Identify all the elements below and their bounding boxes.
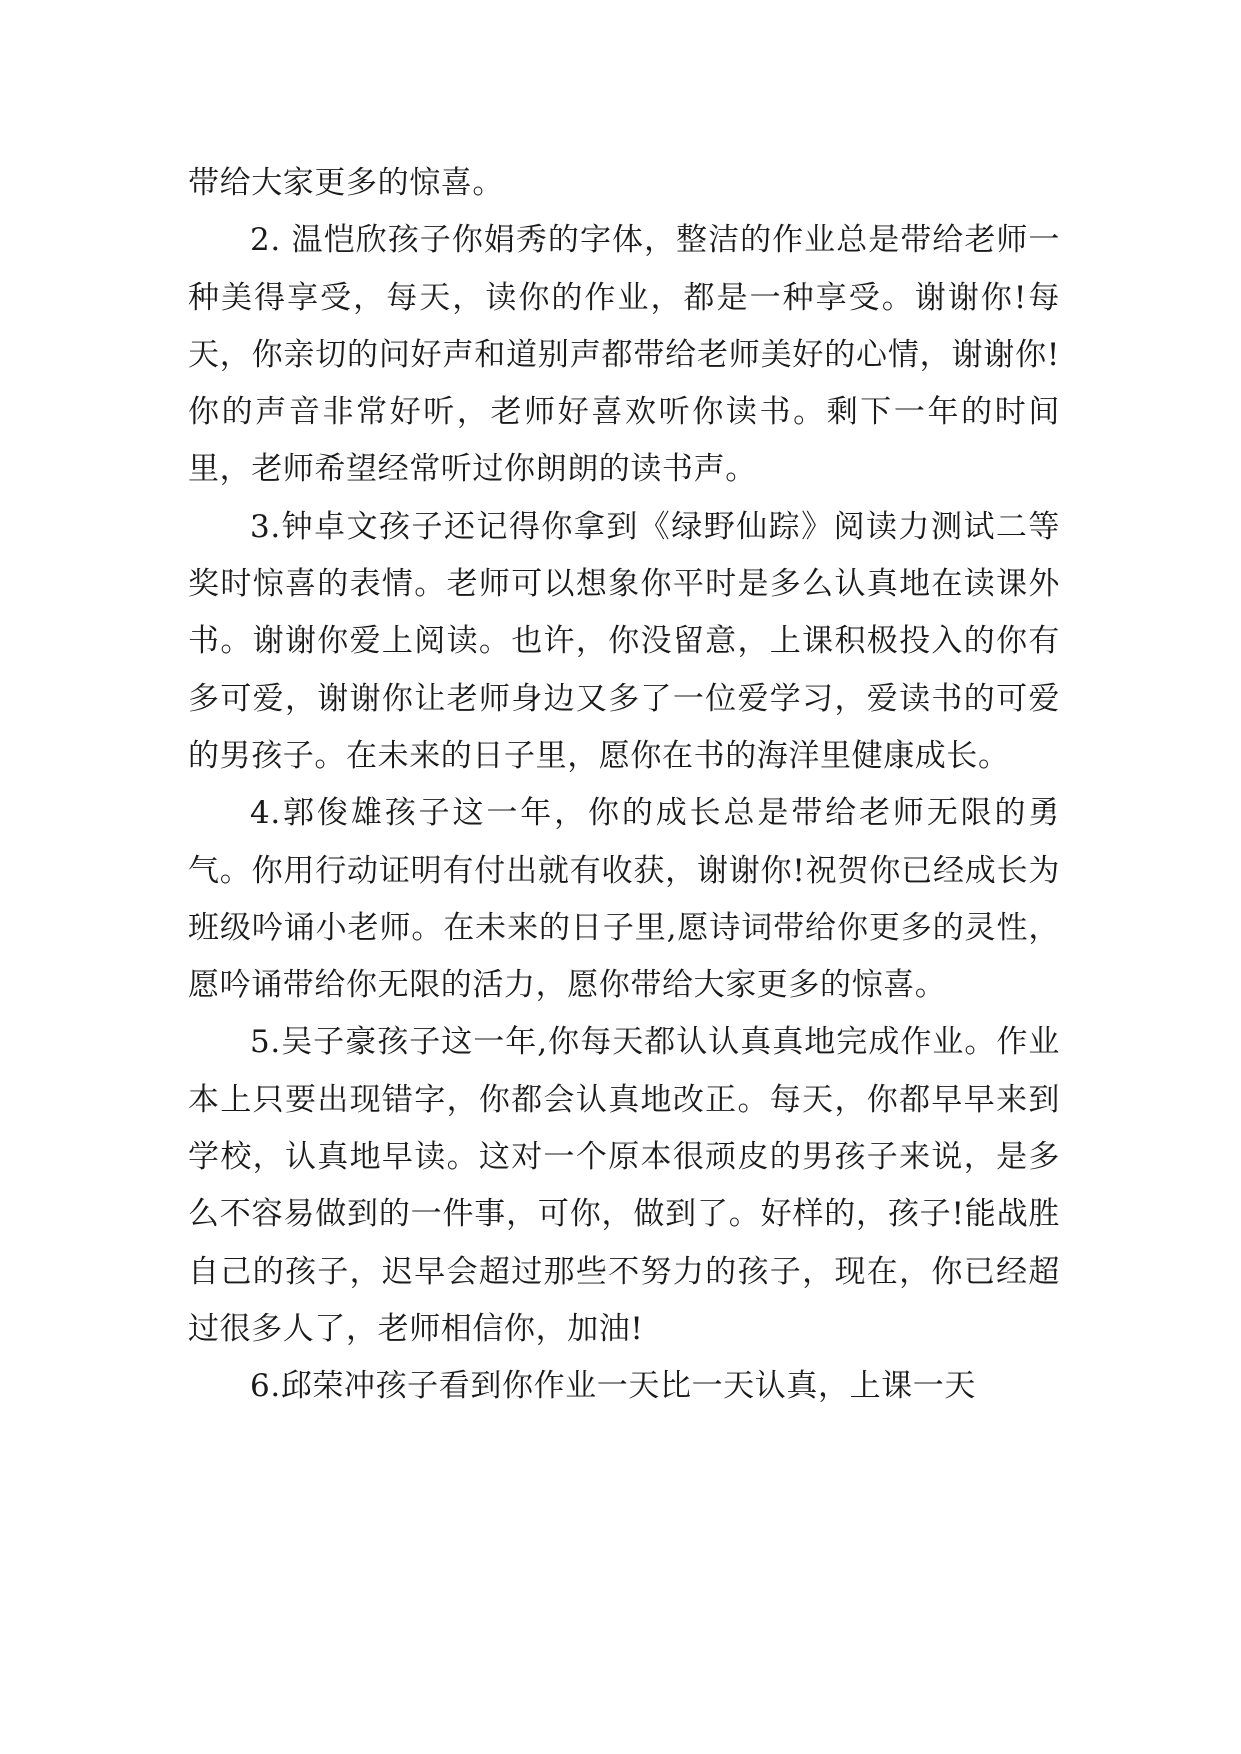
document-body <box>188 155 1060 1416</box>
paragraph-item-2: 2. 温恺欣孩子你娟秀的字体，整洁的作业总是带给老师一种美得享受，每天，读你的作业，都是一种享受。谢谢你!每天，你亲切的问好声和道别声都带给老师美好的心情，谢谢你!你的声音非常好听，老师好喜欢听你读书。剩下一年的时间里，老师希望经常听过你朗朗的读书声。 <box>188 222 1060 488</box>
paragraph-item-6: 6.邱荣冲孩子看到你作业一天比一天认真，上课一天 <box>250 1368 976 1405</box>
paragraph-item-5: 5.吴子豪孩子这一年,你每天都认认真真地完成作业。作业本上只要出现错字，你都会认真地改正。每天，你都早早来到学校，认真地早读。这对一个原本很顽皮的男孩子来说，是多么不容易做到的一件事，可你，做到了。好样的，孩子!能战胜自己的孩子，迟早会超过那些不努力的孩子，现在，你已经超过很多人了，老师相信你，加油! <box>188 1024 1060 1347</box>
paragraph-continuation: 带给大家更多的惊喜。 <box>188 165 504 201</box>
paragraph-item-4: 4.郭俊雄孩子这一年，你的成长总是带给老师无限的勇气。你用行动证明有付出就有收获，谢谢你!祝贺你已经成长为班级吟诵小老师。在未来的日子里,愿诗词带给你更多的灵性，愿吟诵带给你无限的活力，愿你带给大家更多的惊喜。 <box>188 795 1060 1004</box>
paragraph-item-3: 3.钟卓文孩子还记得你拿到《绿野仙踪》阅读力测试二等奖时惊喜的表情。老师可以想象你平时是多么认真地在读课外书。谢谢你爱上阅读。也许，你没留意，上课积极投入的你有多可爱，谢谢你让老师身边又多了一位爱学习，爱读书的可爱的男孩子。在未来的日子里，愿你在书的海洋里健康成长。 <box>188 508 1060 774</box>
